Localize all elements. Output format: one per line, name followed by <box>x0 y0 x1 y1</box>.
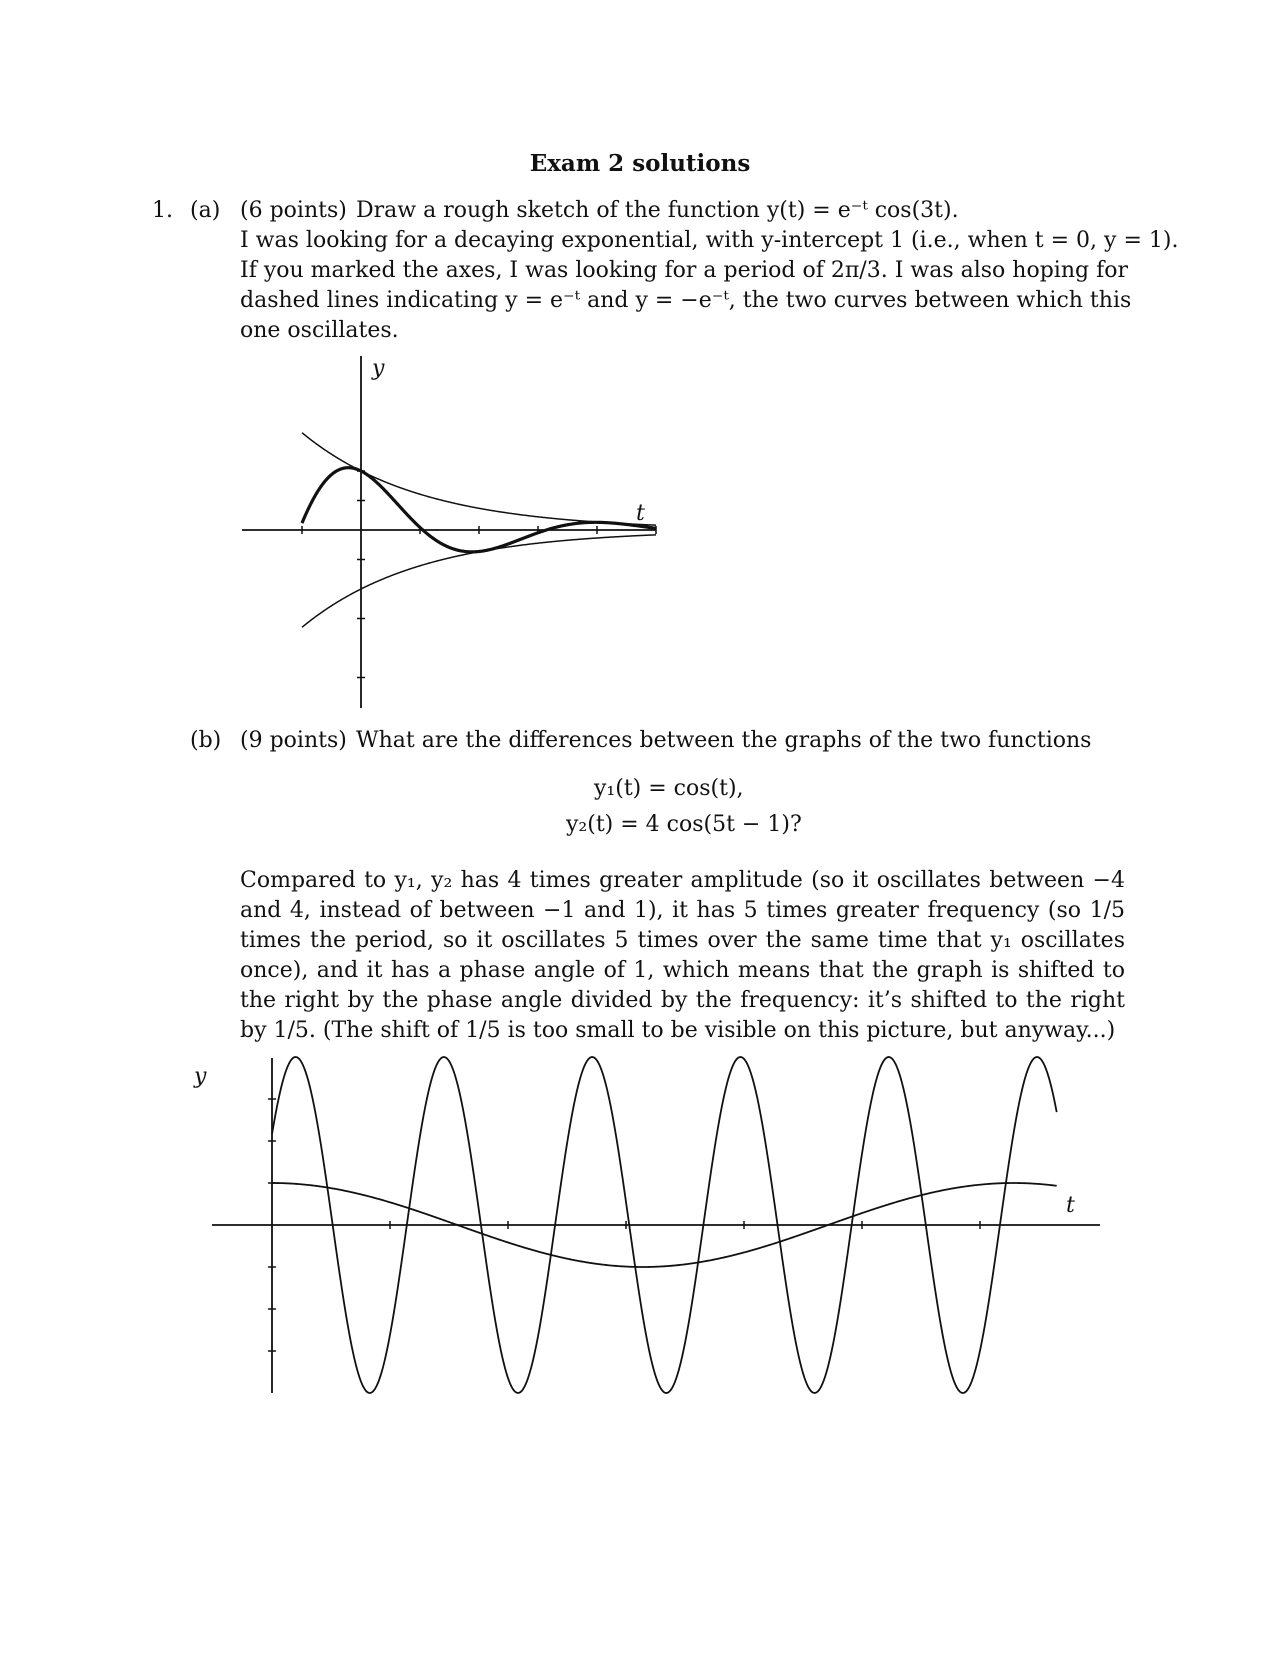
part-a-answer-line: If you marked the axes, I was looking for a period of 2π/3. I was also hoping for <box>240 258 1128 283</box>
t-axis-label: t <box>636 501 645 526</box>
part-a-points: (6 points) <box>240 198 347 223</box>
equation-y1: y₁(t) = cos(t), <box>594 776 744 801</box>
y-axis-label: y <box>372 356 385 381</box>
t-axis-label: t <box>1066 1193 1075 1218</box>
part-b-label: (b) <box>190 728 222 753</box>
part-b-answer: Compared to y₁, y₂ has 4 times greater amplitude (so it oscillates between −4 and 4, instead of between −1 and 1), it has 5 times greater frequency (so 1/5 times the period, so it oscillates 5 times over the same time that y₁ oscillates once), and it has a phase angle of 1, which means that the graph is shifted to the right by the phase angle divided by the frequency: it’s shifted to the right by 1/5. (The shift of 1/5 is too small to be visible on this picture, but anyway...) <box>240 868 1125 1043</box>
part-a-answer-line: dashed lines indicating y = e⁻ᵗ and y = −e⁻ᵗ, the two curves between which this <box>240 288 1132 313</box>
problem-number: 1. <box>152 198 173 223</box>
graph-b-axes <box>212 1058 1100 1393</box>
part-a-prompt: Draw a rough sketch of the function y(t) = e⁻ᵗ cos(3t). <box>356 198 959 223</box>
part-a-answer-line: I was looking for a decaying exponential, with y-intercept 1 (i.e., when t = 0, y = 1). <box>240 228 1179 253</box>
y-axis-label: y <box>194 1064 207 1089</box>
equation-y2: y₂(t) = 4 cos(5t − 1)? <box>566 812 802 837</box>
part-b-points: (9 points) <box>240 728 347 753</box>
page-title: Exam 2 solutions <box>529 150 751 177</box>
part-b-prompt: What are the differences between the graphs of the two functions <box>356 728 1092 753</box>
part-a-label: (a) <box>190 198 221 223</box>
part-a-answer-line: one oscillates. <box>240 318 399 343</box>
